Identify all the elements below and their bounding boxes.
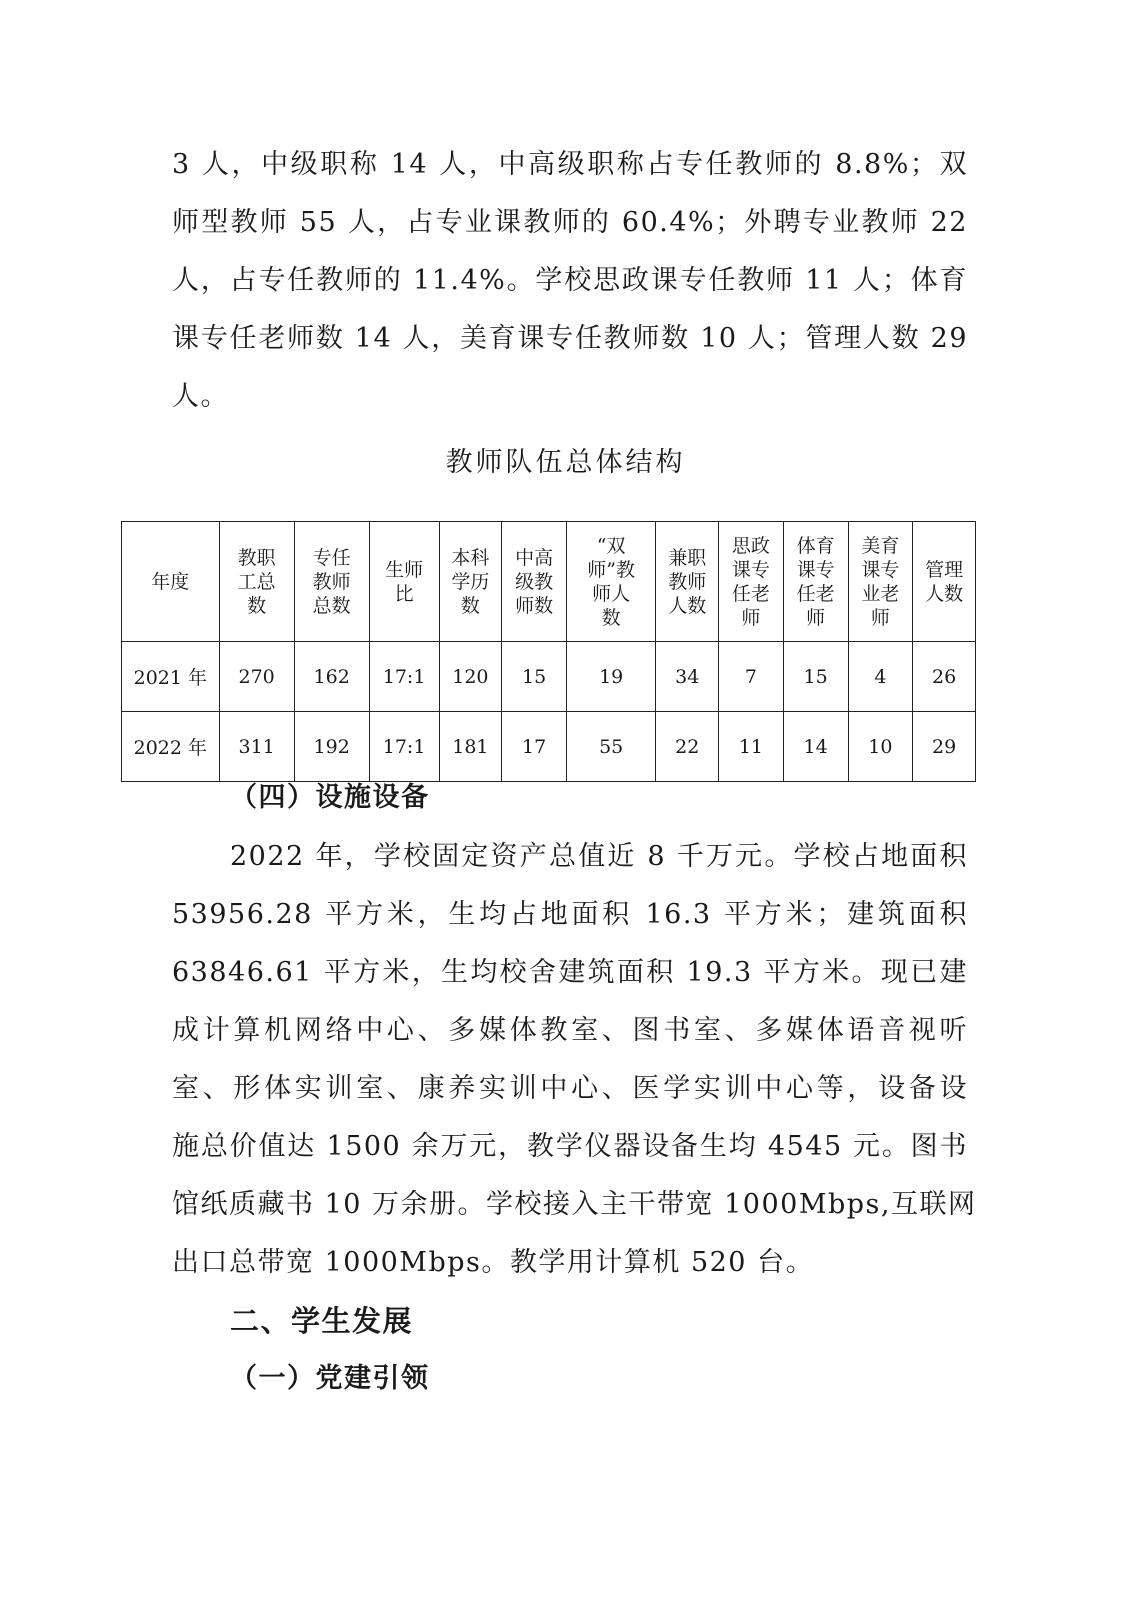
paragraph-line: 成计算机网络中心、多媒体教室、图书室、多媒体语音视听 bbox=[172, 1015, 968, 1046]
table-cell: 181 bbox=[439, 712, 502, 782]
column-header: “双 师”教 师人 数 bbox=[566, 522, 655, 642]
table-cell: 34 bbox=[656, 642, 719, 712]
column-header: 兼职 教师 人数 bbox=[656, 522, 719, 642]
table-cell: 15 bbox=[502, 642, 567, 712]
column-header: 专任 教师 总数 bbox=[294, 522, 369, 642]
table-cell: 120 bbox=[439, 642, 502, 712]
paragraph-line: 3 人，中级职称 14 人，中高级职称占专任教师的 8.8%；双 bbox=[172, 149, 968, 180]
table-cell: 26 bbox=[913, 642, 976, 712]
table-cell: 55 bbox=[566, 712, 655, 782]
table-cell: 311 bbox=[219, 712, 294, 782]
table-cell: 4 bbox=[848, 642, 913, 712]
table-cell: 19 bbox=[566, 642, 655, 712]
section-heading: 二、学生发展 bbox=[230, 1304, 414, 1338]
paragraph-line: 人。 bbox=[172, 381, 229, 412]
paragraph-line: 53956.28 平方米，生均占地面积 16.3 平方米；建筑面积 bbox=[172, 899, 968, 930]
table-row bbox=[122, 712, 976, 782]
column-header: 思政 课专 任老 师 bbox=[719, 522, 784, 642]
table-cell: 270 bbox=[219, 642, 294, 712]
paragraph-line: 师型教师 55 人，占专业课教师的 60.4%；外聘专业教师 22 bbox=[172, 207, 968, 238]
table-cell: 29 bbox=[913, 712, 976, 782]
column-header: 中高 级教 师数 bbox=[502, 522, 567, 642]
table-cell: 17:1 bbox=[369, 712, 439, 782]
paragraph-line: 室、形体实训室、康养实训中心、医学实训中心等，设备设 bbox=[172, 1073, 968, 1104]
paragraph-line: 63846.61 平方米，生均校舍建筑面积 19.3 平方米。现已建 bbox=[172, 957, 968, 988]
paragraph-line: 施总价值达 1500 余万元，教学仪器设备生均 4545 元。图书 bbox=[172, 1131, 968, 1162]
table-cell: 192 bbox=[294, 712, 369, 782]
section-heading: （四）设施设备 bbox=[230, 782, 430, 813]
column-header: 教职 工总 数 bbox=[219, 522, 294, 642]
section-heading: （一）党建引领 bbox=[230, 1363, 430, 1394]
table-cell: 17 bbox=[502, 712, 567, 782]
table-cell: 14 bbox=[783, 712, 848, 782]
table-cell: 11 bbox=[719, 712, 784, 782]
table-cell: 162 bbox=[294, 642, 369, 712]
column-header: 年度 bbox=[122, 522, 220, 642]
table-caption: 教师队伍总体结构 bbox=[445, 447, 686, 478]
column-header: 管理 人数 bbox=[913, 522, 976, 642]
column-header: 生师 比 bbox=[369, 522, 439, 642]
table-cell: 10 bbox=[848, 712, 913, 782]
table-cell: 2021 年 bbox=[122, 642, 220, 712]
table-row bbox=[122, 642, 976, 712]
paragraph-line: 人，占专任教师的 11.4%。学校思政课专任教师 11 人；体育 bbox=[172, 265, 968, 296]
table-cell: 17:1 bbox=[369, 642, 439, 712]
column-header: 本科 学历 数 bbox=[439, 522, 502, 642]
table-cell: 22 bbox=[656, 712, 719, 782]
teacher-structure-table bbox=[121, 521, 976, 782]
table-cell: 2022 年 bbox=[122, 712, 220, 782]
table-cell: 15 bbox=[783, 642, 848, 712]
table-cell: 7 bbox=[719, 642, 784, 712]
paragraph-line: 课专任老师数 14 人，美育课专任教师数 10 人；管理人数 29 bbox=[172, 323, 968, 354]
paragraph-line: 馆纸质藏书 10 万余册。学校接入主干带宽 1000Mbps,互联网 bbox=[172, 1189, 977, 1220]
paragraph-line: 出口总带宽 1000Mbps。教学用计算机 520 台。 bbox=[172, 1247, 815, 1278]
column-header: 美育 课专 业老 师 bbox=[848, 522, 913, 642]
table-header-row bbox=[122, 522, 976, 642]
column-header: 体育 课专 任老 师 bbox=[783, 522, 848, 642]
paragraph-line: 2022 年，学校固定资产总值近 8 千万元。学校占地面积 bbox=[230, 841, 968, 872]
